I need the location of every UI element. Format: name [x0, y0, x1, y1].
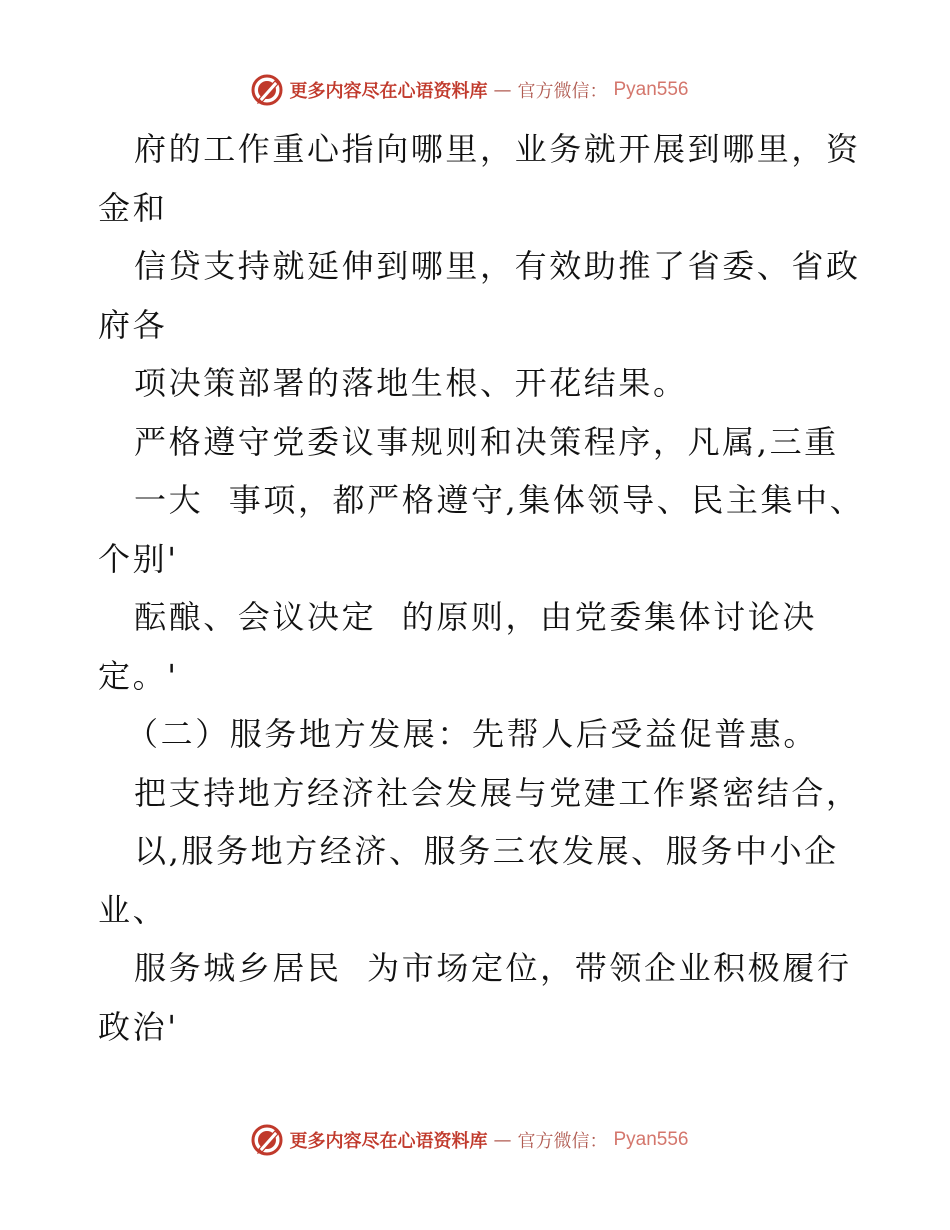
wechat-id: Pyan556 — [613, 79, 689, 100]
paragraph-line: 金和 — [98, 188, 168, 227]
paragraph-line: 严格遵守党委议事规则和决策程序，凡属,三重 — [134, 422, 839, 461]
paragraph-line: 项决策部署的落地生根、开花结果。 — [134, 364, 688, 402]
footer-banner — [0, 1120, 950, 1160]
paragraph-line: 府的工作重心指向哪里，业务就开展到哪里，资 — [134, 130, 861, 168]
paragraph-line: 政治' — [98, 1007, 179, 1046]
paragraph-line: 个别' — [98, 539, 179, 578]
paragraph-line: 服务城乡居民 为市场定位，带领企业积极履行 — [134, 949, 852, 987]
wechat-id: Pyan556 — [613, 1129, 689, 1150]
footer-banner-inner — [251, 1124, 688, 1156]
section-heading: （二）服务地方发展：先帮人后受益促普惠。 — [126, 715, 819, 753]
document-body — [98, 120, 868, 1056]
paragraph-line: 府各 — [98, 305, 168, 344]
banner-separator: — — [493, 1129, 512, 1151]
paragraph-line: 业、 — [98, 890, 168, 929]
paragraph-line: 一大 事项，都严格遵守,集体领导、民主集中、 — [134, 481, 865, 519]
banner-separator: — — [493, 79, 512, 101]
site-name: 更多内容尽在心语资料库 — [289, 1131, 488, 1152]
paragraph-line: 酝酿、会议决定 的原则，由党委集体讨论决 — [134, 598, 817, 636]
paragraph-line: 把支持地方经济社会发展与党建工作紧密结合， — [134, 773, 861, 812]
site-name: 更多内容尽在心语资料库 — [289, 81, 488, 102]
pen-logo-icon — [251, 74, 283, 106]
wechat-label: 官方微信： — [517, 1131, 608, 1152]
paragraph-line: 信贷支持就延伸到哪里，有效助推了省委、省政 — [134, 247, 861, 285]
pen-logo-icon — [251, 1124, 283, 1156]
paragraph-line: 以,服务地方经济、服务三农发展、服务中小企 — [134, 832, 839, 870]
header-banner-inner — [251, 74, 688, 106]
wechat-label: 官方微信： — [517, 81, 608, 102]
paragraph-line: 定。' — [98, 656, 179, 695]
header-banner — [0, 70, 950, 110]
